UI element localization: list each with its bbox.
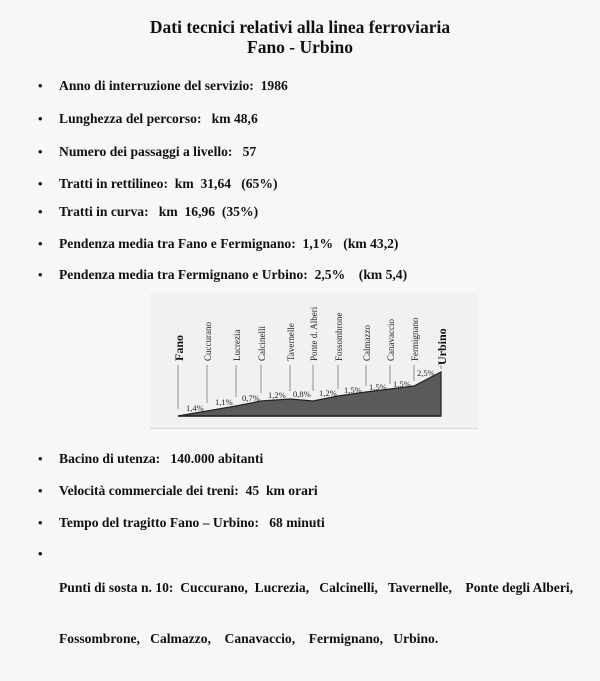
grade-label: 1,2% [268, 390, 286, 400]
item-text: Tratti in rettilineo: km 31,64 (65%) [59, 176, 278, 191]
title-line-1: Dati tecnici relativi alla linea ferroviaria [149, 17, 451, 37]
station-label-fano: Fano [172, 334, 186, 361]
station-label-calcinelli: Calcinelli [257, 326, 267, 361]
bullet: • [38, 267, 43, 282]
grade-label: 1,2% [319, 388, 337, 398]
page-title [0, 17, 600, 57]
item-text: Velocità commerciale dei treni: 45 km orari [59, 483, 318, 498]
station-label-lucrezia: Lucrezia [232, 329, 242, 361]
grade-label: 1,1% [215, 397, 233, 407]
station-label-tavernelle: Tavernelle [286, 323, 296, 361]
bullet: • [38, 515, 43, 530]
item-text: Bacino di utenza: 140.000 abitanti [59, 451, 264, 466]
grade-label: 1,5% [369, 382, 387, 392]
item-text: Anno di interruzione del servizio: 1986 [59, 78, 288, 93]
item-text: Numero dei passaggi a livello: 57 [59, 144, 257, 159]
elevation-profile-diagram [150, 293, 478, 428]
grade-label: 1,4% [186, 403, 204, 413]
station-label-cuccurano: Cuccurano [203, 322, 213, 361]
grade-label: 2,5% [417, 368, 435, 378]
grade-label: 0,7% [242, 393, 260, 403]
bullet: • [38, 483, 43, 498]
station-label-urbino: Urbino [435, 328, 449, 365]
bullet: • [38, 236, 43, 251]
station-label-ponte-alberi: Ponte d. Alberi [309, 306, 319, 361]
bullet: • [38, 176, 43, 191]
station-label-canavaccio: Canavaccio [386, 319, 396, 361]
item-text: Lunghezza del percorso: km 48,6 [59, 111, 258, 126]
bullet: • [38, 546, 43, 561]
item-text [59, 545, 573, 681]
profile-svg [150, 293, 478, 428]
bullet: • [38, 111, 43, 126]
item-text: Tratti in curva: km 16,96 (35%) [59, 204, 259, 219]
item-text: Tempo del tragitto Fano – Urbino: 68 minuti [59, 515, 325, 530]
grade-label: 1,5% [344, 385, 362, 395]
bullet: • [38, 78, 43, 93]
grade-label: 1,5% [393, 379, 411, 389]
item-text: Pendenza media tra Fano e Fermignano: 1,1% (km 43,2) [59, 236, 399, 251]
list-item-stops [38, 545, 574, 646]
title-line-2: Fano - Urbino [247, 37, 353, 57]
item-text: Pendenza media tra Fermignano e Urbino: 2,5% (km 5,4) [59, 267, 408, 282]
item-text-line-2: Fossombrone, Calmazzo, Canavaccio, Fermignano, Urbino. [59, 631, 439, 646]
bullet: • [38, 204, 43, 219]
grade-label: 0,8% [293, 389, 311, 399]
station-label-calmazzo: Calmazzo [362, 325, 372, 361]
list-item-grade-fermignano-urbino [38, 266, 408, 317]
station-label-fermignano: Fermignano [410, 317, 420, 361]
bullet: • [38, 451, 43, 466]
bullet: • [38, 144, 43, 159]
item-text-line-1: Punti di sosta n. 10: Cuccurano, Lucrezia, Calcinelli, Tavernelle, Ponte degli Alberi, [59, 580, 574, 595]
station-label-fossombrone: Fossombrone [334, 312, 344, 361]
